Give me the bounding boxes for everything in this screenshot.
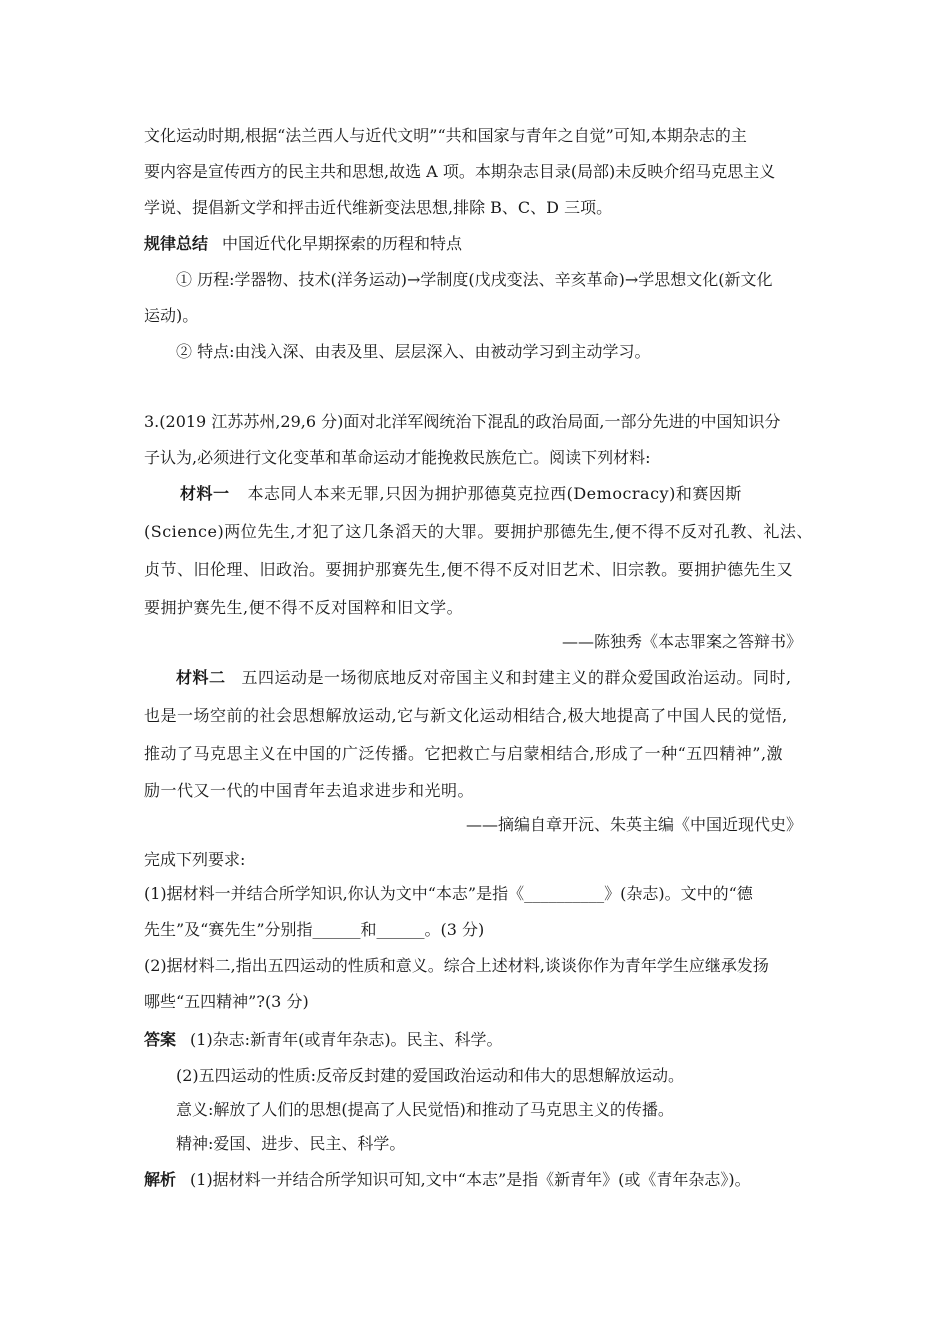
material2-source: ——摘编自章开沅、朱英主编《中国近现代史》 xyxy=(465,815,802,834)
answer-line-1: 答案 (1)杂志:新青年(或青年杂志)。民主、科学。 xyxy=(144,1030,503,1049)
material2-line-4: 励一代又一代的中国青年去追求进步和光明。 xyxy=(144,781,475,800)
task-2b: 哪些“五四精神”?(3 分) xyxy=(144,992,309,1011)
tasks-intro: 完成下列要求: xyxy=(144,850,246,869)
intro-line-3: 学说、提倡新文学和抨击近代维新变法思想,排除 B、C、D 三项。 xyxy=(144,198,613,217)
material1-line-2: (Science)两位先生,才犯了这几条滔天的大罪。要拥护那德先生,便不得不反对孔教、礼法、 xyxy=(144,522,813,541)
task-1a: (1)据材料一并结合所学知识,你认为文中“本志”是指《__________》(杂志)。文中的“德 xyxy=(144,884,753,903)
answer-line-2: (2)五四运动的性质:反帝反封建的爱国政治运动和伟大的思想解放运动。 xyxy=(176,1066,685,1085)
summary-point-1a: ① 历程:学器物、技术(洋务运动)→学制度(戊戌变法、辛亥革命)→学思想文化(新文化 xyxy=(176,270,773,289)
answer-label: 答案 xyxy=(144,1030,177,1049)
material2-line-2: 也是一场空前的社会思想解放运动,它与新文化运动相结合,极大地提高了中国人民的觉悟, xyxy=(144,706,788,725)
answer-line-3: 意义:解放了人们的思想(提高了人民觉悟)和推动了马克思主义的传播。 xyxy=(176,1100,674,1119)
question-line-2: 子认为,必须进行文化变革和革命运动才能挽救民族危亡。阅读下列材料: xyxy=(144,448,651,467)
summary-point-1b: 运动)。 xyxy=(144,306,199,325)
material1-label: 材料一 xyxy=(180,484,230,503)
material2-line-1: 材料二 五四运动是一场彻底地反对帝国主义和封建主义的群众爱国政治运动。同时, xyxy=(176,668,792,687)
summary-point-2: ② 特点:由浅入深、由表及里、层层深入、由被动学习到主动学习。 xyxy=(176,342,651,361)
question-line-1: 3.(2019 江苏苏州,29,6 分)面对北洋军阀统治下混乱的政治局面,一部分先进的中国知识分 xyxy=(144,412,781,431)
material2-label: 材料二 xyxy=(176,668,226,687)
material1-line-1: 材料一 本志同人本来无罪,只因为拥护那德莫克拉西(Democracy)和赛因斯 xyxy=(180,484,742,503)
intro-line-1: 文化运动时期,根据“法兰西人与近代文明”“共和国家与青年之自觉”可知,本期杂志的主 xyxy=(144,126,747,145)
summary-label: 规律总结 xyxy=(144,234,209,253)
intro-line-2: 要内容是宣传西方的民主共和思想,故选 A 项。本期杂志目录(局部)未反映介绍马克思主义 xyxy=(144,162,776,181)
material2-line-3: 推动了马克思主义在中国的广泛传播。它把救亡与启蒙相结合,形成了一种“五四精神”,激 xyxy=(144,744,784,763)
answer-line-4: 精神:爱国、进步、民主、科学。 xyxy=(176,1134,406,1153)
summary-heading xyxy=(144,234,824,254)
task-2a: (2)据材料二,指出五四运动的性质和意义。综合上述材料,谈谈你作为青年学生应继承发扬 xyxy=(144,956,769,975)
task-1b: 先生”及“赛先生”分别指______和______。(3 分) xyxy=(144,920,485,939)
analysis-line-1: 解析 (1)据材料一并结合所学知识可知,文中“本志”是指《新青年》(或《青年杂志》)。 xyxy=(144,1170,751,1189)
material1-source: ——陈独秀《本志罪案之答辩书》 xyxy=(561,632,802,651)
material1-line-3: 贞节、旧伦理、旧政治。要拥护那赛先生,便不得不反对旧艺术、旧宗教。要拥护德先生又 xyxy=(144,560,794,579)
summary-title: 中国近代化早期探索的历程和特点 xyxy=(222,234,463,253)
analysis-label: 解析 xyxy=(144,1170,177,1189)
material1-line-4: 要拥护赛先生,便不得不反对国粹和旧文学。 xyxy=(144,598,464,617)
